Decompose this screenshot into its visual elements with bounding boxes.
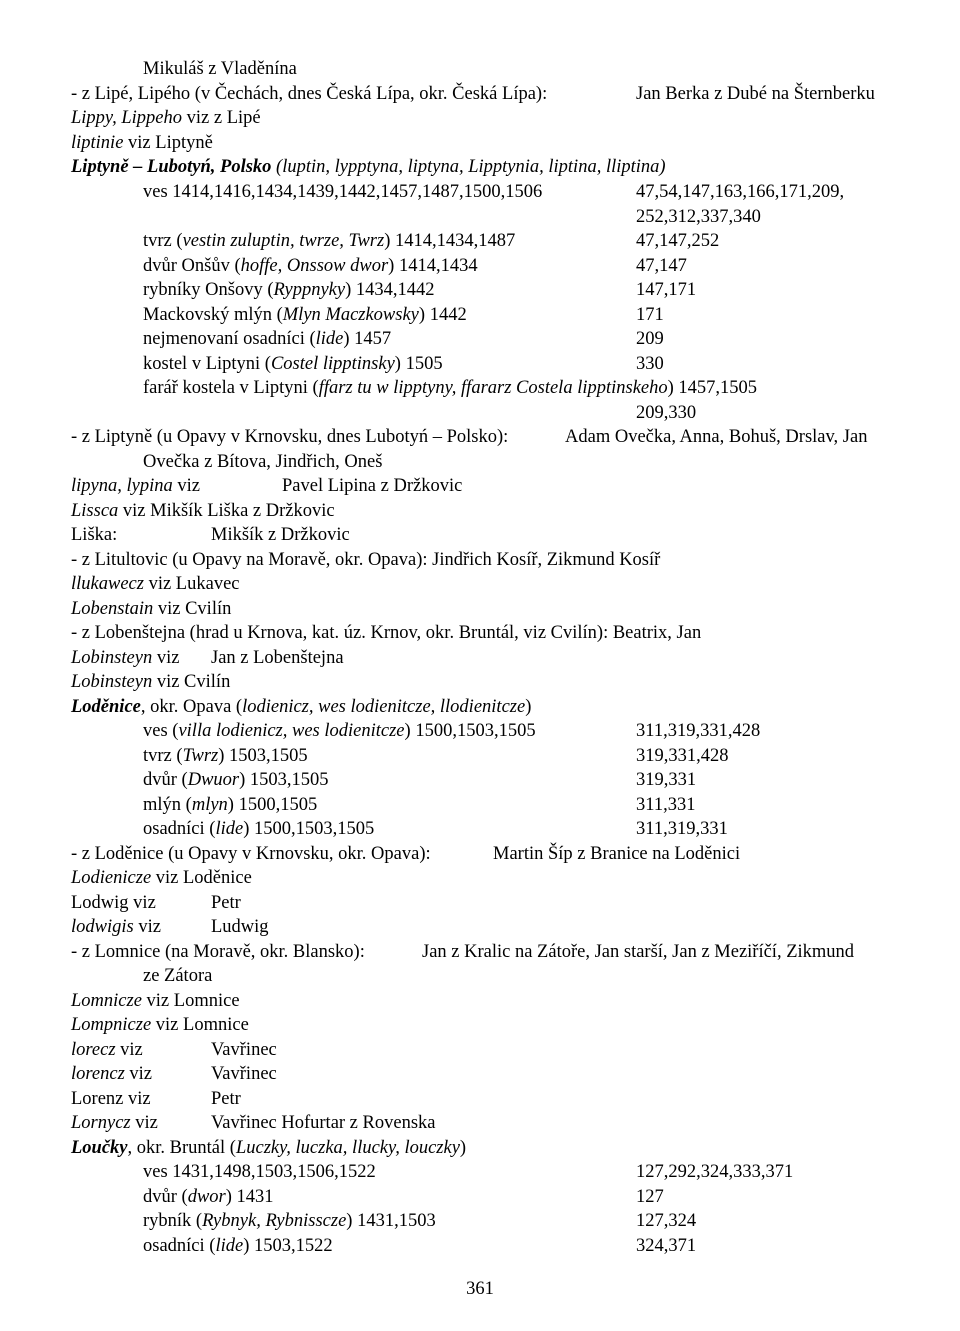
text-line (493, 842, 740, 867)
text-run: 252,312,337,340 (636, 207, 761, 227)
text-line (71, 82, 547, 107)
text-line (143, 964, 212, 989)
text-run: ) 1457,1505 (667, 378, 758, 398)
text-line (143, 254, 478, 279)
text-run: Liptyně – Lubotyń, Polsko (71, 157, 272, 177)
text-run: Mikuláš z Vladěnína (143, 59, 297, 79)
text-run: - z Litultovic (u Opavy na Moravě, okr. Opava): Jindřich Kosíř, Zikmund Kosíř (71, 550, 661, 570)
text-line (71, 106, 261, 131)
text-line (143, 376, 757, 401)
text-line (71, 548, 660, 573)
text-run: lide (215, 819, 244, 839)
text-line (636, 1209, 696, 1234)
text-line (143, 719, 536, 744)
text-run: viz (172, 476, 200, 496)
text-run: 319,331,428 (636, 746, 729, 766)
text-run: - z Lomnice (na Moravě, okr. Blansko): (71, 942, 365, 962)
text-line (211, 523, 350, 548)
text-run: ves 1414,1416,1434,1439,1442,1457,1487,1500,1506 (143, 182, 543, 202)
text-line (211, 1062, 277, 1087)
text-run: ) 1500,1505 (227, 795, 318, 815)
text-run: viz Cvilín (153, 599, 232, 619)
text-run: 324,371 (636, 1236, 697, 1256)
text-line (71, 866, 252, 891)
text-run: Ovečka z Bítova, Jindřich, Oneš (143, 452, 383, 472)
text-run: Lobenstain (71, 599, 154, 619)
text-line (143, 229, 515, 254)
text-line (71, 597, 231, 622)
text-run: 319,331 (636, 770, 697, 790)
text-run: Petr (211, 893, 241, 913)
text-run: Mackovský mlýn ( (143, 305, 283, 325)
text-run: ) 1505 (394, 354, 443, 374)
text-line (636, 1160, 793, 1185)
text-line (143, 57, 297, 82)
text-line (211, 1111, 435, 1136)
text-run: Ryppnyky (273, 280, 346, 300)
text-run: 209 (636, 329, 664, 349)
text-run: dvůr ( (143, 770, 188, 790)
text-run: Vavřinec (211, 1064, 277, 1084)
text-run: 147,171 (636, 280, 697, 300)
text-line (636, 1185, 664, 1210)
text-run: Lippy, Lippeho (71, 108, 183, 128)
text-line (71, 425, 508, 450)
text-run: lodienicz, wes lodienitcze, llodienitcze (242, 697, 526, 717)
text-run: vestin zuluptin, twrze, Twrz (182, 231, 385, 251)
text-run: ) 1431 (225, 1187, 274, 1207)
text-line (636, 352, 664, 377)
text-run: ) 1434,1442 (345, 280, 435, 300)
text-line (636, 278, 696, 303)
text-line (143, 1234, 333, 1259)
text-run: 311,319,331,428 (636, 721, 761, 741)
text-line (71, 891, 156, 916)
text-line (71, 621, 701, 646)
text-run: Lodienicze (71, 868, 152, 888)
text-run: Martin Šíp z Branice na Loděnici (493, 844, 741, 864)
text-run: ) 1500,1503,1505 (243, 819, 375, 839)
text-run: dvůr ( (143, 1187, 188, 1207)
text-run: Dwuor (187, 770, 240, 790)
text-run: nejmenovaní osadníci ( (143, 329, 316, 349)
text-run: 311,331 (636, 795, 696, 815)
text-run: ) 1414,1434 (388, 256, 478, 276)
text-line (636, 744, 729, 769)
text-run: Petr (211, 1089, 241, 1109)
text-run: llukawecz (71, 574, 144, 594)
text-line (71, 1038, 143, 1063)
text-run: Pavel Lipina z Držkovic (282, 476, 463, 496)
text-run: ) 1457 (343, 329, 392, 349)
text-line (636, 1234, 696, 1259)
text-run: ) 1414,1434,1487 (384, 231, 516, 251)
text-run: 47,54,147,163,166,171,209, (636, 182, 845, 202)
text-line (143, 278, 435, 303)
text-line (71, 1062, 152, 1087)
text-line (143, 327, 391, 352)
text-run: Twrz (182, 746, 219, 766)
text-run: 311,319,331 (636, 819, 728, 839)
text-line (211, 646, 344, 671)
text-line (71, 670, 230, 695)
text-run: Vavřinec Hofurtar z Rovenska (211, 1113, 436, 1133)
text-line (71, 646, 179, 671)
text-run: - z Loděnice (u Opavy v Krnovsku, okr. Opava): (71, 844, 431, 864)
text-run: Adam Ovečka, Anna, Bohuš, Drslav, Jan (565, 427, 868, 447)
text-line (636, 303, 664, 328)
text-line (211, 1038, 277, 1063)
text-run: Jan Berka z Dubé na Šternberku (636, 84, 875, 104)
text-run: Liška: (71, 525, 118, 545)
text-line (143, 744, 308, 769)
text-run: 209,330 (636, 403, 697, 423)
text-run: ) 1503,1522 (243, 1236, 333, 1256)
text-line (636, 229, 719, 254)
text-line (71, 523, 117, 548)
text-run: lorecz (71, 1040, 116, 1060)
text-run: ) 1500,1503,1505 (404, 721, 536, 741)
text-run: Lomnicze (71, 991, 142, 1011)
text-run: Lissca (71, 501, 119, 521)
text-run: ) (459, 1138, 467, 1158)
text-run: ves 1431,1498,1503,1506,1522 (143, 1162, 376, 1182)
text-run: ze Zátora (143, 966, 213, 986)
text-line (71, 695, 531, 720)
text-run: lide (215, 1236, 244, 1256)
text-run: ) 1442 (418, 305, 467, 325)
text-line (71, 989, 240, 1014)
text-line (211, 891, 241, 916)
text-run: Lorenz viz (71, 1089, 151, 1109)
text-run: Lobinsteyn (71, 648, 153, 668)
text-run: dwor (187, 1187, 226, 1207)
text-run: farář kostela v Liptyni ( (143, 378, 319, 398)
text-run: 47,147,252 (636, 231, 720, 251)
text-run: lipyna, lypina (71, 476, 173, 496)
text-line (71, 1087, 151, 1112)
text-run: Rybnyk, Rybnisscze (202, 1211, 347, 1231)
text-run: Costel lipptinsky (270, 354, 395, 374)
text-run: - z Liptyně (u Opavy v Krnovsku, dnes Lubotyń – Polsko): (71, 427, 509, 447)
text-run: viz (124, 1064, 153, 1084)
text-line (282, 474, 462, 499)
text-line (422, 940, 854, 965)
text-run: ) (525, 697, 532, 717)
text-line (143, 1160, 376, 1185)
text-line (636, 719, 760, 744)
text-line (636, 180, 844, 205)
text-run: viz Liptyně (123, 133, 213, 153)
text-run: villa lodienicz, wes lodienitcze (178, 721, 405, 741)
text-line (143, 180, 542, 205)
text-run: lodwigis (71, 917, 134, 937)
text-run: rybník ( (143, 1211, 203, 1231)
text-run: Mlyn Maczkowsky (282, 305, 419, 325)
text-run: tvrz ( (143, 746, 183, 766)
text-line (71, 474, 200, 499)
text-run: dvůr Onšův ( (143, 256, 241, 276)
text-line (143, 352, 443, 377)
text-run: Loděnice (71, 697, 141, 717)
text-line (143, 817, 374, 842)
text-run: mlýn ( (143, 795, 192, 815)
text-run: Jan z Lobenštejna (211, 648, 344, 668)
text-line (143, 793, 317, 818)
text-run: 127,292,324,333,371 (636, 1162, 794, 1182)
text-run: Luczky, luczka, llucky, louczky (235, 1138, 460, 1158)
text-run: liptinie (71, 133, 124, 153)
text-line (71, 155, 666, 180)
text-line (636, 254, 687, 279)
text-run: Lodwig viz (71, 893, 156, 913)
text-run: 47,147 (636, 256, 687, 276)
text-line (636, 401, 696, 426)
text-run: lide (315, 329, 344, 349)
text-line (636, 793, 695, 818)
text-run: Lornycz (71, 1113, 131, 1133)
text-line (71, 1111, 158, 1136)
text-run: osadníci ( (143, 1236, 216, 1256)
text-run: viz (152, 648, 180, 668)
text-run: 171 (636, 305, 664, 325)
text-run: viz Cvilín (152, 672, 231, 692)
text-run: 127 (636, 1187, 664, 1207)
text-line (71, 1136, 466, 1161)
text-run: (luptin, lypptyna, liptyna, Lipptynia, liptina, lliptina) (271, 157, 666, 177)
text-run: viz (115, 1040, 143, 1060)
text-line (565, 425, 867, 450)
text-run: Mikšík z Držkovic (211, 525, 350, 545)
text-run: ) 1431,1503 (346, 1211, 436, 1231)
text-line (71, 131, 213, 156)
text-line (71, 572, 240, 597)
text-run: 330 (636, 354, 664, 374)
text-line (636, 768, 696, 793)
text-run: Loučky (71, 1138, 128, 1158)
text-run: viz Loděnice (151, 868, 252, 888)
text-run: Vavřinec (211, 1040, 277, 1060)
text-line (636, 82, 875, 107)
text-run: lorencz (71, 1064, 125, 1084)
text-run: hoffe, Onssow dwor (240, 256, 389, 276)
text-run: viz Lomnice (151, 1015, 249, 1035)
text-run: viz Lomnice (141, 991, 240, 1011)
text-line (211, 1087, 241, 1112)
text-run: Lobinsteyn (71, 672, 153, 692)
text-line (71, 842, 431, 867)
text-run: Lompnicze (71, 1015, 152, 1035)
text-run: , okr. Bruntál ( (127, 1138, 236, 1158)
text-line (143, 303, 467, 328)
text-line (71, 915, 161, 940)
text-line (143, 1209, 436, 1234)
text-run: viz Lukavec (143, 574, 240, 594)
text-run: - z Lobenštejna (hrad u Krnova, kat. úz. Krnov, okr. Bruntál, viz Cvilín): Beatrix, Jan (71, 623, 702, 643)
text-line (636, 817, 728, 842)
text-line (71, 1013, 249, 1038)
text-line (636, 327, 664, 352)
text-run: ves ( (143, 721, 179, 741)
text-run: viz (130, 1113, 158, 1133)
text-line (143, 768, 329, 793)
text-run: mlyn (191, 795, 228, 815)
text-line (71, 940, 365, 965)
text-run: 127,324 (636, 1211, 697, 1231)
text-run: viz (133, 917, 161, 937)
text-run: ) 1503,1505 (239, 770, 329, 790)
text-line (636, 205, 761, 230)
text-line (143, 450, 382, 475)
text-run: - z Lipé, Lipého (v Čechách, dnes Česká Lípa, okr. Česká Lípa): (71, 84, 548, 104)
text-run: viz z Lipé (182, 108, 261, 128)
text-run: viz Mikšík Liška z Držkovic (118, 501, 335, 521)
text-run: kostel v Liptyni ( (143, 354, 271, 374)
text-run: Ludwig (211, 917, 269, 937)
text-line (71, 499, 335, 524)
text-run: ) 1503,1505 (218, 746, 308, 766)
text-run: ffarz tu w lipptyny, ffararz Costela lipptinskeho (318, 378, 668, 398)
page-number: 361 (466, 1279, 494, 1299)
text-run: Jan z Kralic na Zátoře, Jan starší, Jan z Meziříčí, Zikmund (422, 942, 855, 962)
text-run: osadníci ( (143, 819, 216, 839)
text-run: , okr. Opava ( (140, 697, 243, 717)
text-run: rybníky Onšovy ( (143, 280, 274, 300)
text-run: tvrz ( (143, 231, 183, 251)
text-line (211, 915, 269, 940)
text-line (143, 1185, 274, 1210)
